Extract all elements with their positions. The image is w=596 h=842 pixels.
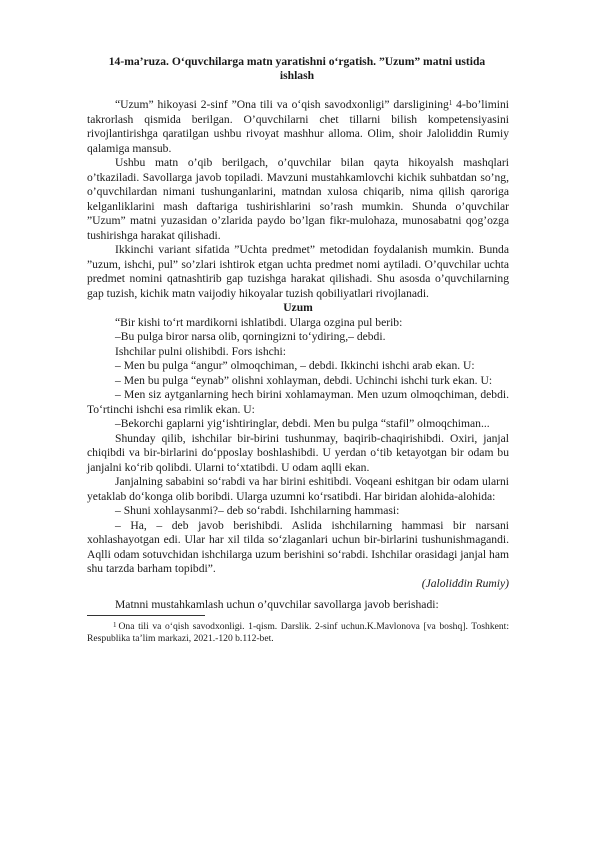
- footnote-number: 1: [113, 620, 117, 629]
- paragraph-intro: [87, 96, 509, 156]
- paragraph-retelling: Ushbu matn o’qib berilgach, o’quvchilar bilan qayta hikoyalsh mashqlari o’tkaziladi. Savollarga javob topiladi. Mavzuni mustahkamlovchi kichik suhbatdan so’ng, o’quvchilardan nimani tushunganlarini, matndan xulosa chiqarib, nima qilish qaroriga kelganliklarini mash daftariga tushirishlarini so’rash mumkin. Shunda o’quvchilar ”Uzum” matni yuzasidan o’zlarida paydo bo’lgan fikr-mulohaza, munosabatni qog’ozga tushirishga harakat qilishadi.: [87, 156, 509, 242]
- story-line: – Ha, – deb javob berishibdi. Aslida ishchilarning hammasi bir narsani xohlashayotgan edi. Ular har xil tilda so‘zlaganlari uchun bir-birlarini tushunishmagandi. Aqlli odam sotuvchidan ishchilarga uzum berishini so‘rabdi. Ishchilar orasidagi janjal ham shu tarzda barham topibdi”.: [87, 518, 509, 576]
- lecture-title: 14-ma’ruza. O‘quvchilarga matn yaratishni o‘rgatish. ”Uzum” matni ustida ishlash: [108, 55, 486, 83]
- story-author: (Jaloliddin Rumiy): [421, 576, 509, 590]
- story-line: Shunday qilib, ishchilar bir-birini tushunmay, baqirib-chaqirishibdi. Oxiri, janjal chiqibdi va bir-birlarini do‘pposlay boshlashibdi. U yerdan o‘tib ketayotgan bir odam bu janjalni ko‘rib qolibdi. Ularni to‘xtatibdi. U odam aqlli ekan.: [87, 431, 509, 474]
- closing-paragraph: Matnni mustahkamlash uchun o’quvchilar savollarga javob berishadi:: [115, 598, 439, 612]
- story-line: – Men bu pulga “angur” olmoqchiman, – debdi. Ikkinchi ishchi arab ekan. U:: [115, 359, 475, 373]
- story-line: “Bir kishi to‘rt mardikorni ishlatibdi. Ularga ozgina pul berib:: [115, 315, 403, 329]
- footnote-reference: 1: [448, 99, 453, 108]
- story-line: Ishchilar pulni olishibdi. Fors ishchi:: [115, 344, 287, 358]
- story-heading: Uzum: [283, 301, 313, 315]
- story-line: – Men bu pulga “eynab” olishni xohlayman, debdi. Uchinchi ishchi turk ekan. U:: [115, 373, 493, 387]
- paragraph-three-objects: Ikkinchi variant sifatida ”Uchta predmet” metodidan foydalanish mumkin. Bunda ”uzum, ishchi, pul” so’zlari ishtirok etgan uchta predmet nomi aytiladi. O’quvchilar uchta predmet nomini qatnashtirib gap tuzishga harakat qilishadi. Shu asosda o’quvchilarning gap tuzish, kichik matn vaijodiy hikoyalar tuzish qobiliyatlari rivojlanadi.: [87, 243, 509, 300]
- paragraph-intro-text-a: “Uzum” hikoyasi 2-sinf ”Ona tili va o‘qish savodxonligi” darsligining: [115, 98, 449, 112]
- footnote: [87, 619, 509, 646]
- story-line: Janjalning sababini so‘rabdi va har birini eshitibdi. Voqeani eshitgan bir odam ularni yetaklab do‘konga olib boribdi. Ularga uzumni ko‘rsatibdi. Har biridan alohida-alohida:: [87, 475, 509, 503]
- story-line: –Bekorchi gaplarni yig‘ishtiringlar, debdi. Men bu pulga “stafil” olmoqchiman...: [115, 417, 490, 431]
- paragraph-intro-text-b: 4-bo’limini takrorlash qismida berilgan. O’quvchilarni chet tillarni bilish kompetensiyasini rivojlantirishga qaratilgan ushbu rivoyat mashhur alloma. Olim, shoir Jaloliddin Rumiy qalamiga mansub.: [87, 98, 509, 155]
- footnote-divider: [87, 615, 205, 616]
- story-line: – Shuni xohlaysanmi?– deb so‘rabdi. Ishchilarning hammasi:: [115, 504, 400, 518]
- story-line: – Men siz aytganlarning hech birini xohlamayman. Men uzum olmoqchiman, debdi. To‘rtinchi ishchi esa rimlik ekan. U:: [87, 388, 509, 416]
- document-page: [87, 55, 509, 646]
- spacer: [87, 591, 509, 598]
- story-line: –Bu pulga biror narsa olib, qorningizni to‘ydiring,– debdi.: [115, 330, 386, 344]
- footnote-text: Ona tili va o‘qish savodxonligi. 1-qism. Darslik. 2-sinf uchun.K.Mavlonova [va boshq]. Toshkent: Respublika ta’lim markazi, 2021.-120 b.112-bet.: [87, 620, 509, 645]
